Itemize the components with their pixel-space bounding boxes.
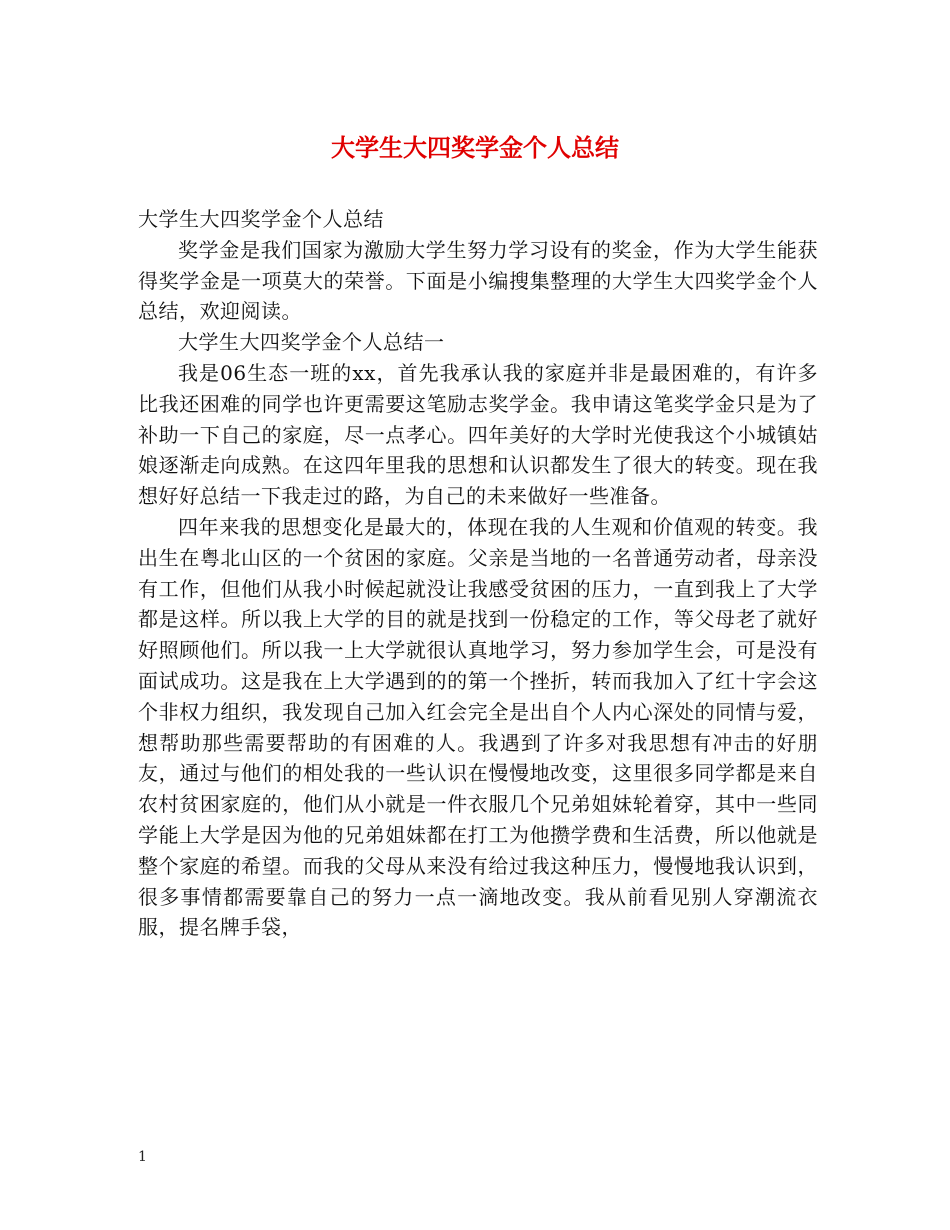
page-number: 1: [138, 1149, 147, 1165]
document-body: [138, 204, 818, 943]
intro-paragraph: 奖学金是我们国家为激励大学生努力学习设有的奖金，作为大学生能获得奖学金是一项莫大的荣誉。下面是小编搜集整理的大学生大四奖学金个人总结，欢迎阅读。: [138, 237, 818, 324]
body-paragraph: 我是06生态一班的xx，首先我承认我的家庭并非是最困难的，有许多比我还困难的同学也许更需要这笔励志奖学金。我申请这笔奖学金只是为了补助一下自己的家庭，尽一点孝心。四年美好的大学时光使我这个小城镇姑娘逐渐走向成熟。在这四年里我的思想和认识都发生了很大的转变。现在我想好好总结一下我走过的路，为自己的未来做好一些准备。: [138, 360, 818, 509]
subtitle-paragraph: 大学生大四奖学金个人总结: [138, 207, 384, 231]
document-title: 大学生大四奖学金个人总结: [331, 134, 619, 162]
body-paragraph: 四年来我的思想变化是最大的，体现在我的人生观和价值观的转变。我出生在粤北山区的一个贫困的家庭。父亲是当地的一名普通劳动者，母亲没有工作，但他们从我小时候起就没让我感受贫困的压力，一直到我上了大学都是这样。所以我上大学的目的就是找到一份稳定的工作，等父母老了就好好照顾他们。所以我一上大学就很认真地学习，努力参加学生会，可是没有面试成功。这是我在上大学遇到的的第一个挫折，转而我加入了红十字会这个非权力组织，我发现自己加入红会完全是出自个人内心深处的同情与爱，想帮助那些需要帮助的有困难的人。我遇到了许多对我思想有冲击的好朋友，通过与他们的相处我的一些认识在慢慢地改变，这里很多同学都是来自农村贫困家庭的，他们从小就是一件衣服几个兄弟姐妹轮着穿，其中一些同学能上大学是因为他的兄弟姐妹都在打工为他攒学费和生活费，所以他就是整个家庭的希望。而我的父母从来没有给过我这种压力，慢慢地我认识到，很多事情都需要靠自己的努力一点一滴地改变。我从前看见别人穿潮流衣服，提名牌手袋，: [138, 514, 818, 940]
section-heading: 大学生大四奖学金个人总结一: [178, 330, 445, 355]
